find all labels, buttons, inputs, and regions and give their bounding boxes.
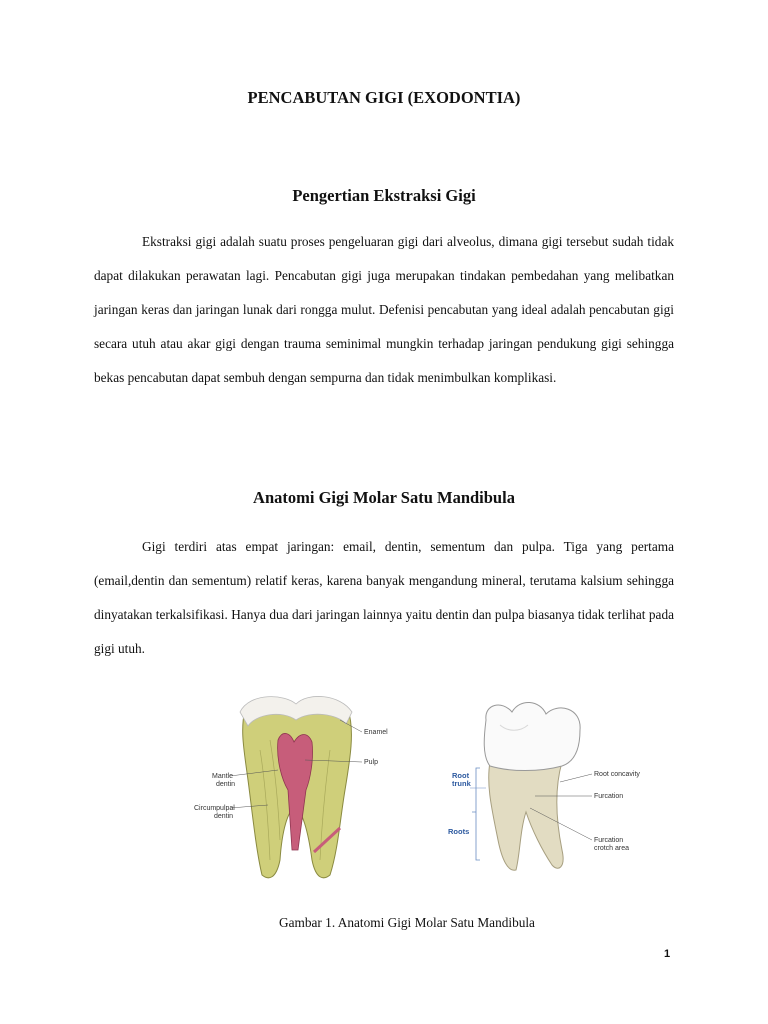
page-number: 1 [664,948,671,960]
figure-caption: Gambar 1. Anatomi Gigi Molar Satu Mandibula [279,915,535,930]
document-title: PENCABUTAN GIGI (EXODONTIA) [247,88,521,107]
section-heading-anatomi: Anatomi Gigi Molar Satu Mandibula [253,488,515,507]
label-circumpulpal-2: dentin [214,813,234,820]
label-furcation-crotch-1: Furcation [594,837,624,844]
paragraph-anatomi [94,530,674,666]
label-mantle-dentin-1: Mantle [212,773,234,780]
label-root-trunk-1: Root [452,771,470,780]
label-enamel: Enamel [364,729,388,736]
label-mantle-dentin-2: dentin [216,781,236,788]
label-pulp: Pulp [364,759,379,766]
tooth-anatomy-figure [190,690,640,890]
tooth-cross-section-illustration [194,696,388,877]
label-circumpulpal-1: Circumpulpal [194,805,235,812]
label-furcation: Furcation [594,793,624,800]
label-root-trunk-2: trunk [452,779,471,788]
label-root-concavity: Root concavity [594,771,640,778]
paragraph-pengertian [94,225,674,395]
paragraph-anatomi-text: Gigi terdiri atas empat jaringan: email, dentin, sementum dan pulpa. Tiga yang pertama (email,dentin dan sementum) relatif keras, karena banyak mengandung mineral, terutama kalsium sehingga dinyatakan terkalsifikasi. Hanya dua dari jaringan lainnya yaitu dentin dan pulpa biasanya tidak terlihat pada gigi utuh. [94,539,674,656]
label-furcation-crotch-2: crotch area [594,845,630,852]
label-roots: Roots [448,827,470,836]
section-heading-pengertian: Pengertian Ekstraksi Gigi [292,186,476,205]
paragraph-pengertian-text: Ekstraksi gigi adalah suatu proses pengeluaran gigi dari alveolus, dimana gigi tersebut sudah tidak dapat dilakukan perawatan lagi. Pencabutan gigi juga merupakan tindakan pembedahan yang melibatkan jaringan keras dan jaringan lunak dari rongga mulut. Defenisi pencabutan yang ideal adalah pencabutan gigi secara utuh atau akar gigi dengan trauma seminimal mungkin terhadap jaringan pendukung gigi sehingga bekas pencabutan dapat sembuh dengan sempurna dan tidak menimbulkan komplikasi. [94,234,674,385]
tooth-external-illustration [448,702,640,870]
